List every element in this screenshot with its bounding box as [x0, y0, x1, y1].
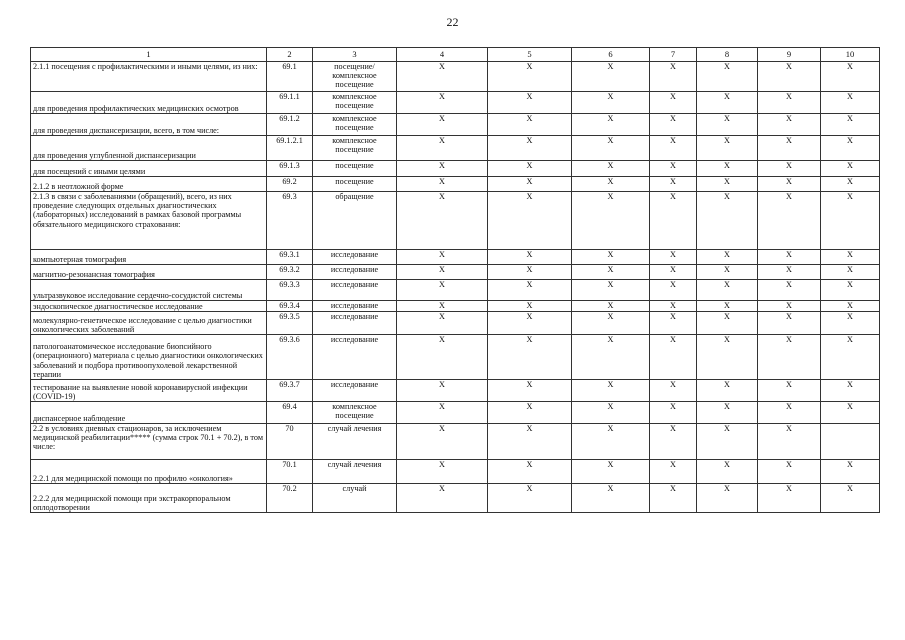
x-mark-cell: X	[650, 250, 697, 265]
x-mark-cell	[821, 424, 880, 460]
x-mark-cell: X	[758, 265, 821, 280]
x-mark-cell: X	[397, 114, 488, 136]
row-name-cell: для проведения профилактических медицинских осмотров	[31, 92, 267, 114]
x-mark-cell: X	[572, 380, 650, 402]
x-mark-cell: X	[650, 62, 697, 92]
header-cell: 9	[758, 48, 821, 62]
x-mark-cell: X	[650, 177, 697, 192]
x-mark-cell: X	[821, 161, 880, 177]
x-mark-cell: X	[650, 265, 697, 280]
row-unit-cell: обращение	[313, 192, 397, 250]
header-cell: 5	[488, 48, 572, 62]
table-row	[31, 380, 880, 402]
row-unit-cell: случай лечения	[313, 460, 397, 484]
row-code-cell: 69.2	[267, 177, 313, 192]
row-code-cell: 69.1.2	[267, 114, 313, 136]
x-mark-cell: X	[397, 301, 488, 312]
x-mark-cell: X	[397, 192, 488, 250]
header-cell: 3	[313, 48, 397, 62]
table-row	[31, 136, 880, 161]
x-mark-cell: X	[821, 192, 880, 250]
row-unit-cell: посещение/ комплексное посещение	[313, 62, 397, 92]
x-mark-cell: X	[758, 424, 821, 460]
x-mark-cell: X	[488, 265, 572, 280]
x-mark-cell: X	[758, 177, 821, 192]
row-name-cell: тестирование на выявление новой коронавирусной инфекции (COVID-19)	[31, 380, 267, 402]
x-mark-cell: X	[572, 460, 650, 484]
row-name-cell: эндоскопическое диагностическое исследование	[31, 301, 267, 312]
x-mark-cell: X	[650, 484, 697, 513]
row-code-cell: 69.3	[267, 192, 313, 250]
table-row	[31, 92, 880, 114]
x-mark-cell: X	[821, 265, 880, 280]
x-mark-cell: X	[397, 177, 488, 192]
x-mark-cell: X	[572, 265, 650, 280]
x-mark-cell: X	[650, 280, 697, 301]
row-unit-cell: комплексное посещение	[313, 114, 397, 136]
x-mark-cell: X	[758, 402, 821, 424]
x-mark-cell: X	[488, 402, 572, 424]
row-unit-cell: исследование	[313, 301, 397, 312]
x-mark-cell: X	[488, 114, 572, 136]
x-mark-cell: X	[488, 192, 572, 250]
x-mark-cell: X	[488, 92, 572, 114]
x-mark-cell: X	[758, 136, 821, 161]
x-mark-cell: X	[697, 424, 758, 460]
table-row	[31, 192, 880, 250]
header-row	[31, 48, 880, 62]
table-row	[31, 484, 880, 513]
x-mark-cell: X	[650, 335, 697, 380]
row-unit-cell: случай	[313, 484, 397, 513]
x-mark-cell: X	[758, 114, 821, 136]
row-code-cell: 70	[267, 424, 313, 460]
x-mark-cell: X	[758, 92, 821, 114]
x-mark-cell: X	[488, 312, 572, 335]
x-mark-cell: X	[821, 62, 880, 92]
x-mark-cell: X	[697, 92, 758, 114]
x-mark-cell: X	[650, 114, 697, 136]
row-unit-cell: исследование	[313, 250, 397, 265]
x-mark-cell: X	[821, 402, 880, 424]
x-mark-cell: X	[821, 484, 880, 513]
x-mark-cell: X	[758, 280, 821, 301]
table-row	[31, 177, 880, 192]
x-mark-cell: X	[397, 402, 488, 424]
x-mark-cell: X	[488, 161, 572, 177]
x-mark-cell: X	[572, 177, 650, 192]
x-mark-cell: X	[572, 402, 650, 424]
x-mark-cell: X	[697, 301, 758, 312]
x-mark-cell: X	[397, 484, 488, 513]
x-mark-cell: X	[572, 92, 650, 114]
x-mark-cell: X	[697, 280, 758, 301]
row-code-cell: 69.1.2.1	[267, 136, 313, 161]
x-mark-cell: X	[397, 92, 488, 114]
x-mark-cell: X	[488, 484, 572, 513]
header-cell: 7	[650, 48, 697, 62]
x-mark-cell: X	[650, 460, 697, 484]
table-row	[31, 460, 880, 484]
x-mark-cell: X	[572, 136, 650, 161]
x-mark-cell: X	[397, 380, 488, 402]
x-mark-cell: X	[697, 265, 758, 280]
x-mark-cell: X	[697, 177, 758, 192]
x-mark-cell: X	[650, 380, 697, 402]
x-mark-cell: X	[397, 250, 488, 265]
x-mark-cell: X	[488, 301, 572, 312]
x-mark-cell: X	[397, 136, 488, 161]
row-unit-cell: комплексное посещение	[313, 92, 397, 114]
x-mark-cell: X	[572, 484, 650, 513]
row-unit-cell: посещение	[313, 177, 397, 192]
x-mark-cell: X	[397, 280, 488, 301]
table-row	[31, 424, 880, 460]
row-code-cell: 69.3.5	[267, 312, 313, 335]
row-name-cell: 2.1.3 в связи с заболеваниями (обращений), всего, из них проведение следующих отдельных диагностических (лабораторных) исследований в рамках базовой программы обязательного медицинского страхования:	[31, 192, 267, 250]
row-code-cell: 69.3.3	[267, 280, 313, 301]
x-mark-cell: X	[397, 312, 488, 335]
x-mark-cell: X	[821, 335, 880, 380]
x-mark-cell: X	[697, 250, 758, 265]
table-row	[31, 280, 880, 301]
row-name-cell: компьютерная томография	[31, 250, 267, 265]
x-mark-cell: X	[821, 380, 880, 402]
x-mark-cell: X	[650, 424, 697, 460]
table-row	[31, 62, 880, 92]
x-mark-cell: X	[572, 312, 650, 335]
x-mark-cell: X	[488, 460, 572, 484]
row-unit-cell: исследование	[313, 265, 397, 280]
header-cell: 8	[697, 48, 758, 62]
x-mark-cell: X	[758, 484, 821, 513]
x-mark-cell: X	[397, 460, 488, 484]
x-mark-cell: X	[821, 280, 880, 301]
row-name-cell: молекулярно-генетическое исследование с целью диагностики онкологических заболеваний	[31, 312, 267, 335]
x-mark-cell: X	[650, 192, 697, 250]
row-name-cell: диспансерное наблюдение	[31, 402, 267, 424]
x-mark-cell: X	[488, 335, 572, 380]
x-mark-cell: X	[697, 312, 758, 335]
x-mark-cell: X	[488, 380, 572, 402]
row-unit-cell: комплексное посещение	[313, 402, 397, 424]
x-mark-cell: X	[821, 312, 880, 335]
row-unit-cell: исследование	[313, 312, 397, 335]
x-mark-cell: X	[821, 114, 880, 136]
row-name-cell: для проведения углубленной диспансеризации	[31, 136, 267, 161]
row-code-cell: 69.3.6	[267, 335, 313, 380]
page-number: 22	[446, 15, 459, 29]
x-mark-cell: X	[572, 424, 650, 460]
x-mark-cell: X	[758, 161, 821, 177]
row-code-cell: 70.1	[267, 460, 313, 484]
row-code-cell: 69.3.2	[267, 265, 313, 280]
x-mark-cell: X	[758, 335, 821, 380]
x-mark-cell: X	[821, 92, 880, 114]
x-mark-cell: X	[572, 192, 650, 250]
x-mark-cell: X	[397, 265, 488, 280]
x-mark-cell: X	[821, 177, 880, 192]
x-mark-cell: X	[397, 62, 488, 92]
row-code-cell: 70.2	[267, 484, 313, 513]
table-row	[31, 161, 880, 177]
x-mark-cell: X	[821, 460, 880, 484]
row-name-cell: для посещений с иными целями	[31, 161, 267, 177]
row-name-cell: 2.2.2 для медицинской помощи при экстракорпоральном оплодотворении	[31, 484, 267, 513]
x-mark-cell: X	[697, 192, 758, 250]
x-mark-cell: X	[697, 402, 758, 424]
x-mark-cell: X	[697, 380, 758, 402]
x-mark-cell: X	[488, 177, 572, 192]
x-mark-cell: X	[697, 161, 758, 177]
header-cell: 10	[821, 48, 880, 62]
table-row	[31, 335, 880, 380]
table-row	[31, 312, 880, 335]
row-name-cell: 2.2.1 для медицинской помощи по профилю «онкология»	[31, 460, 267, 484]
x-mark-cell: X	[758, 62, 821, 92]
x-mark-cell: X	[488, 250, 572, 265]
table-row	[31, 265, 880, 280]
x-mark-cell: X	[397, 424, 488, 460]
x-mark-cell: X	[821, 250, 880, 265]
x-mark-cell: X	[758, 460, 821, 484]
x-mark-cell: X	[488, 280, 572, 301]
x-mark-cell: X	[758, 380, 821, 402]
x-mark-cell: X	[697, 484, 758, 513]
row-code-cell: 69.3.1	[267, 250, 313, 265]
x-mark-cell: X	[758, 250, 821, 265]
x-mark-cell: X	[650, 301, 697, 312]
row-unit-cell: исследование	[313, 335, 397, 380]
x-mark-cell: X	[697, 460, 758, 484]
row-code-cell: 69.1.1	[267, 92, 313, 114]
row-name-cell: 2.1.2 в неотложной форме	[31, 177, 267, 192]
x-mark-cell: X	[758, 312, 821, 335]
x-mark-cell: X	[397, 335, 488, 380]
x-mark-cell: X	[572, 335, 650, 380]
x-mark-cell: X	[572, 301, 650, 312]
row-code-cell: 69.1	[267, 62, 313, 92]
x-mark-cell: X	[758, 301, 821, 312]
row-unit-cell: исследование	[313, 280, 397, 301]
x-mark-cell: X	[697, 136, 758, 161]
row-code-cell: 69.3.7	[267, 380, 313, 402]
row-name-cell: магнитно-резонансная томография	[31, 265, 267, 280]
table-body	[31, 62, 880, 513]
table-row	[31, 402, 880, 424]
x-mark-cell: X	[572, 280, 650, 301]
x-mark-cell: X	[758, 192, 821, 250]
table-row	[31, 250, 880, 265]
x-mark-cell: X	[650, 161, 697, 177]
row-code-cell: 69.4	[267, 402, 313, 424]
x-mark-cell: X	[697, 335, 758, 380]
header-cell: 4	[397, 48, 488, 62]
row-code-cell: 69.3.4	[267, 301, 313, 312]
row-unit-cell: случай лечения	[313, 424, 397, 460]
x-mark-cell: X	[821, 301, 880, 312]
x-mark-cell: X	[488, 424, 572, 460]
row-code-cell: 69.1.3	[267, 161, 313, 177]
row-unit-cell: исследование	[313, 380, 397, 402]
x-mark-cell: X	[572, 161, 650, 177]
x-mark-cell: X	[697, 62, 758, 92]
row-name-cell: 2.1.1 посещения с профилактическими и иными целями, из них:	[31, 62, 267, 92]
x-mark-cell: X	[650, 312, 697, 335]
x-mark-cell: X	[572, 62, 650, 92]
x-mark-cell: X	[488, 62, 572, 92]
header-cell: 6	[572, 48, 650, 62]
row-name-cell: 2.2 в условиях дневных стационаров, за исключением медицинской реабилитации***** (сумма строк 70.1 + 70.2), в том числе:	[31, 424, 267, 460]
data-table	[30, 47, 880, 513]
x-mark-cell: X	[650, 136, 697, 161]
row-name-cell: для проведения диспансеризации, всего, в том числе:	[31, 114, 267, 136]
row-name-cell: ультразвуковое исследование сердечно-сосудистой системы	[31, 280, 267, 301]
x-mark-cell: X	[572, 114, 650, 136]
x-mark-cell: X	[397, 161, 488, 177]
header-cell: 2	[267, 48, 313, 62]
x-mark-cell: X	[697, 114, 758, 136]
x-mark-cell: X	[572, 250, 650, 265]
table-row	[31, 114, 880, 136]
x-mark-cell: X	[650, 402, 697, 424]
table-row	[31, 301, 880, 312]
x-mark-cell: X	[650, 92, 697, 114]
x-mark-cell: X	[488, 136, 572, 161]
x-mark-cell: X	[821, 136, 880, 161]
row-name-cell: патологоанатомическое исследование биопсийного (операционного) материала с целью диагностики онкологических заболеваний и подбора противоопухолевой лекарственной терапии	[31, 335, 267, 380]
header-cell: 1	[31, 48, 267, 62]
row-unit-cell: комплексное посещение	[313, 136, 397, 161]
row-unit-cell: посещение	[313, 161, 397, 177]
